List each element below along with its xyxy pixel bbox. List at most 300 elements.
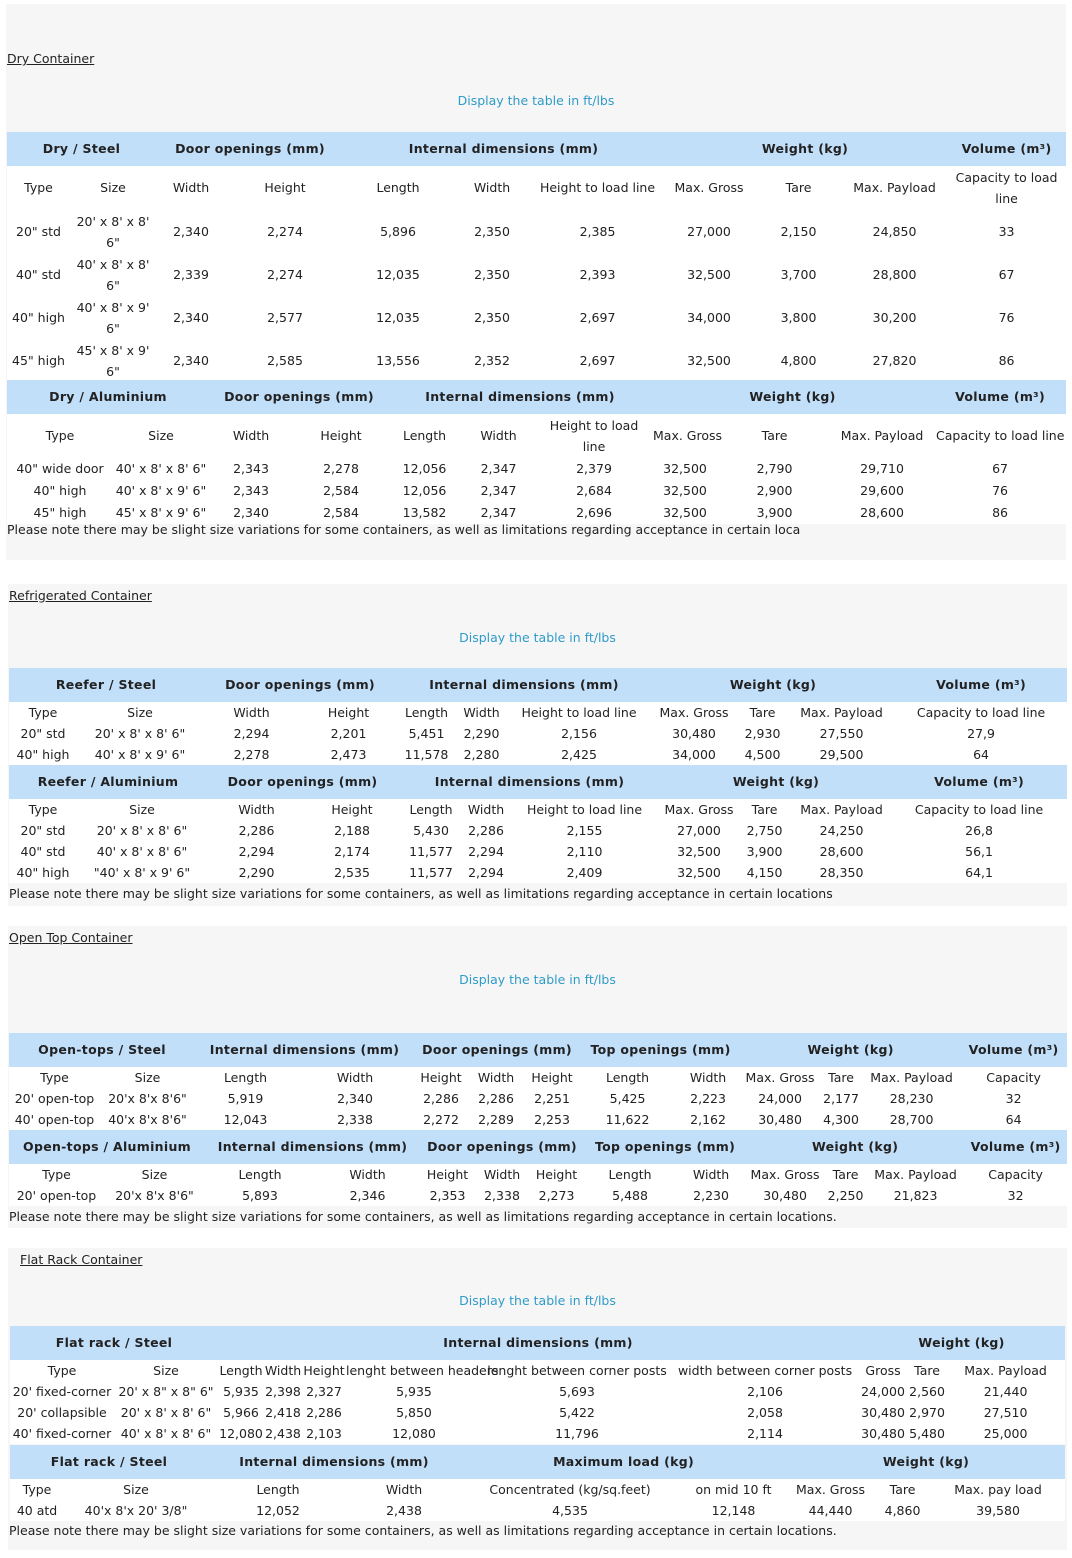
table-cell: 32 — [1005, 1090, 1022, 1106]
reefer-aluminium-table — [9, 765, 1067, 883]
table-cell: 2,352 — [474, 352, 510, 368]
table-cell: 29,600 — [860, 483, 904, 498]
header-cell: Volume (m³) — [934, 380, 1066, 414]
ft-lbs-link[interactable]: Display the table in ft/lbs — [459, 1293, 616, 1308]
table-row — [7, 502, 1066, 524]
column-label: Width — [477, 1069, 515, 1085]
table-cell: 2,347 — [480, 483, 517, 498]
table-cell: 32,500 — [677, 843, 721, 859]
column-label: Length — [605, 1069, 650, 1085]
table-cell: 30,200 — [872, 309, 917, 325]
column-label: Height — [264, 180, 306, 195]
table-cell: 11,622 — [605, 1111, 650, 1127]
table-cell: 2,438 — [265, 1425, 301, 1441]
table-cell: 2,272 — [423, 1111, 459, 1127]
table-row — [10, 1500, 1065, 1521]
header-cell: Volume (m³) — [947, 132, 1066, 166]
column-label: Height to load line — [526, 801, 643, 817]
header-cell: Door openings (mm) — [203, 668, 397, 702]
table-cell: 32,500 — [687, 352, 731, 368]
table-header-row — [10, 1326, 1065, 1360]
table-cell: 64,1 — [965, 864, 993, 880]
table-cell: 2,790 — [756, 461, 793, 476]
table-cell: 40' x 8' x 8' 6" — [96, 843, 188, 859]
header-cell: Flat rack / Steel — [10, 1445, 208, 1479]
column-label: Height to load line — [549, 418, 639, 454]
column-label: Height — [426, 1166, 469, 1182]
column-label: Type — [47, 1362, 77, 1378]
table-cell: 40'x 8'x 8'6" — [108, 1111, 187, 1127]
table-cell: 2,577 — [267, 309, 303, 325]
table-cell: 21,823 — [893, 1187, 938, 1203]
column-label: Capacity to load line — [936, 428, 1065, 443]
table-cell: 4,535 — [552, 1502, 588, 1518]
table-cell: 45" high — [12, 352, 65, 368]
column-label: Type — [40, 1069, 69, 1085]
column-label: Size — [134, 1069, 161, 1085]
table-cell: 86 — [998, 352, 1015, 368]
table-cell: 2,398 — [265, 1383, 301, 1399]
header-cell: Weight (kg) — [651, 380, 934, 414]
table-header-row — [9, 1130, 1067, 1164]
table-cell: 86 — [992, 505, 1008, 520]
column-label: Max. Payload — [800, 801, 883, 817]
table-cell: 2,294 — [468, 843, 504, 859]
table-cell: 2,418 — [265, 1404, 301, 1420]
table-cell: 20' fixed-corner — [12, 1383, 112, 1399]
table-cell: 2,188 — [334, 822, 370, 838]
table-cell: 28,230 — [889, 1090, 934, 1106]
column-label: Size — [148, 428, 174, 443]
table-cell: 5,896 — [380, 223, 416, 239]
table-cell: 40' x 8' x 9' 6" — [94, 746, 186, 762]
table-row — [9, 723, 1067, 744]
header-cell: Door openings (mm) — [420, 1130, 584, 1164]
table-cell: 2,473 — [330, 746, 367, 762]
table-cell: 5,893 — [242, 1187, 278, 1203]
header-cell: Reefer / Aluminium — [9, 765, 207, 799]
column-label: Width — [480, 428, 517, 443]
table-cell: 2,290 — [463, 725, 500, 741]
table-cell: 2,340 — [233, 505, 269, 520]
dry-aluminium-table — [7, 380, 1066, 524]
column-label: Tare — [761, 428, 788, 443]
column-label: Max. Gross — [796, 1481, 866, 1497]
table-cell: 2,930 — [744, 725, 781, 741]
column-label: Height — [331, 801, 373, 817]
reefer-steel-table — [9, 668, 1067, 765]
table-cell: 34,000 — [672, 746, 716, 762]
table-cell: 11,578 — [404, 746, 449, 762]
table-cell: 40' x 8' x 8' 6" — [76, 256, 150, 293]
table-cell: 5,966 — [223, 1404, 259, 1420]
table-cell: 5,430 — [413, 822, 449, 838]
table-cell: 12,148 — [711, 1502, 756, 1518]
column-label: Size — [141, 1166, 168, 1182]
table-row — [7, 210, 1066, 253]
table-cell: 2,560 — [909, 1383, 945, 1399]
column-label: Tare — [832, 1166, 859, 1182]
table-cell: 32,500 — [663, 461, 707, 476]
table-cell: 20' x 8' x 8' 6" — [96, 822, 188, 838]
table-cell: 4,500 — [744, 746, 781, 762]
table-cell: 2,230 — [693, 1187, 729, 1203]
column-label: Max. pay load — [954, 1481, 1042, 1497]
column-label: Width — [385, 1481, 423, 1497]
table-cell: 27,820 — [872, 352, 917, 368]
table-cell: 40" high — [12, 309, 65, 325]
table-cell: 2,338 — [337, 1111, 373, 1127]
table-cell: 3,700 — [780, 266, 817, 282]
column-label: Tare — [889, 1481, 916, 1497]
column-label: Size — [129, 801, 155, 817]
table-cell: 2,338 — [484, 1187, 520, 1203]
table-cell: 27,510 — [983, 1404, 1028, 1420]
ft-lbs-link[interactable]: Display the table in ft/lbs — [459, 972, 616, 987]
column-label: Capacity to load line — [955, 170, 1058, 206]
table-cell: 24,000 — [758, 1090, 802, 1106]
table-cell: 2,340 — [173, 223, 209, 239]
table-cell: 4,300 — [823, 1111, 859, 1127]
column-label: Width — [473, 180, 511, 195]
table-cell: 40' x 8' x 8' 6" — [120, 1425, 212, 1441]
column-label: Size — [123, 1481, 149, 1497]
table-cell: 30,480 — [861, 1425, 905, 1441]
table-row — [9, 820, 1067, 841]
table-cell: 40' open-top — [14, 1111, 95, 1127]
table-cell: 40" std — [16, 266, 61, 282]
table-cell: 25,000 — [983, 1425, 1028, 1441]
table-cell: 20' x 8' x 8' 6" — [76, 213, 150, 250]
column-label: Height — [535, 1166, 578, 1182]
column-label: Height — [303, 1362, 345, 1378]
table-cell: 12,056 — [402, 483, 447, 498]
header-cell: Weight (kg) — [651, 668, 895, 702]
table-cell: 2,274 — [267, 266, 303, 282]
column-label: Gross — [865, 1362, 901, 1378]
table-cell: 20" std — [20, 822, 66, 838]
column-label: Length — [409, 801, 453, 817]
table-cell: 2,280 — [463, 746, 500, 762]
table-cell: 2,286 — [423, 1090, 459, 1106]
table-cell: 2,385 — [579, 223, 616, 239]
table-cell: 20' x 8' x 8' 6" — [94, 725, 186, 741]
table-cell: 2,697 — [579, 309, 616, 325]
column-label: Max. Gross — [750, 1166, 820, 1182]
table-cell: 5,935 — [396, 1383, 432, 1399]
table-cell: 2,294 — [468, 864, 504, 880]
column-label: on mid 10 ft — [695, 1481, 772, 1497]
column-label: Max. Gross — [674, 180, 744, 195]
table-row — [10, 1381, 1065, 1402]
table-header-row — [9, 765, 1067, 799]
table-cell: 32,500 — [677, 864, 721, 880]
reefer-container-section — [8, 584, 1067, 906]
header-cell: Weight (kg) — [663, 132, 947, 166]
table-cell: 4,860 — [884, 1502, 921, 1518]
table-cell: 2,353 — [429, 1187, 466, 1203]
table-cell: 2,274 — [267, 223, 303, 239]
header-cell: Weight (kg) — [787, 1445, 1065, 1479]
column-label: Concentrated (kg/sq.feet) — [489, 1481, 651, 1497]
table-cell: 33 — [998, 223, 1015, 239]
table-cell: 30,480 — [763, 1187, 807, 1203]
table-cell: 40" wide door — [16, 461, 104, 476]
table-cell: 40" high — [16, 746, 70, 762]
section-title[interactable]: Refrigerated Container — [9, 588, 152, 603]
table-row — [7, 296, 1066, 339]
table-cell: 2,286 — [238, 822, 275, 838]
column-label: Type — [22, 1481, 52, 1497]
table-row — [9, 862, 1067, 883]
header-cell: Internal dimensions (mm) — [208, 1445, 460, 1479]
table-cell: 20' x 8' x 8' 6" — [120, 1404, 212, 1420]
flat-rack-steel-load-table — [10, 1445, 1065, 1521]
column-label: Type — [28, 801, 58, 817]
header-cell: Weight (kg) — [746, 1130, 964, 1164]
column-label: Height — [320, 428, 362, 443]
table-cell: 56,1 — [965, 843, 993, 859]
table-cell: 2,393 — [579, 266, 616, 282]
table-row — [9, 1109, 1067, 1130]
table-cell: 12,080 — [392, 1425, 436, 1441]
column-label: Width — [232, 428, 270, 443]
column-label: Size — [100, 180, 126, 195]
ft-lbs-link[interactable]: Display the table in ft/lbs — [459, 630, 616, 645]
column-label: Tare — [751, 801, 778, 817]
table-cell: 2,350 — [474, 309, 510, 325]
open-top-container-section — [8, 926, 1067, 1228]
header-cell: Dry / Steel — [7, 132, 156, 166]
table-cell: 2,684 — [576, 483, 612, 498]
column-label: Width — [483, 1166, 521, 1182]
table-cell: 21,440 — [983, 1383, 1028, 1399]
table-cell: 2,347 — [480, 505, 517, 520]
table-cell: 64 — [1005, 1111, 1022, 1127]
table-header-row — [9, 1033, 1067, 1067]
dry-container-section — [6, 4, 1066, 560]
table-cell: 26,8 — [965, 822, 993, 838]
table-cell: 2,251 — [534, 1090, 570, 1106]
table-cell: 45' x 8' x 9' 6" — [76, 342, 150, 379]
column-label: Tare — [828, 1069, 854, 1085]
table-cell: 30,480 — [861, 1404, 905, 1420]
column-label: Width — [264, 1362, 302, 1378]
column-label: lenght between headers — [346, 1362, 499, 1378]
header-cell: Door openings (mm) — [156, 132, 344, 166]
column-label: Height — [327, 704, 370, 720]
column-label: Length — [608, 1166, 652, 1182]
table-cell: 2,343 — [233, 483, 269, 498]
column-label: Tare — [749, 704, 776, 720]
table-cell: 29,710 — [860, 461, 904, 476]
table-cell: 27,550 — [819, 725, 864, 741]
table-cell: 2,253 — [534, 1111, 570, 1127]
ft-lbs-link[interactable]: Display the table in ft/lbs — [457, 93, 615, 108]
table-cell: 40' x 8' x 9' 6" — [76, 299, 150, 336]
table-cell: 32,500 — [663, 505, 707, 520]
table-cell: 3,800 — [780, 309, 817, 325]
table-cell: 2,155 — [566, 822, 603, 838]
column-label: Type — [28, 704, 58, 720]
column-label-row — [7, 414, 1066, 458]
table-cell: 28,600 — [860, 505, 904, 520]
table-cell: 2,177 — [823, 1090, 859, 1106]
table-cell: 5,693 — [559, 1383, 595, 1399]
column-label-row — [10, 1360, 1065, 1381]
table-cell: 2,339 — [173, 266, 209, 282]
table-cell: 2,970 — [909, 1404, 945, 1420]
table-cell: 76 — [992, 483, 1008, 498]
header-cell: Weight (kg) — [858, 1326, 1065, 1360]
column-label: Max. Gross — [664, 801, 734, 817]
column-label: Type — [45, 428, 75, 443]
header-cell: Top openings (mm) — [580, 1033, 741, 1067]
table-cell: 24,000 — [861, 1383, 905, 1399]
column-label-row — [9, 1164, 1067, 1185]
table-cell: 28,600 — [819, 843, 864, 859]
open-top-aluminium-table — [9, 1130, 1067, 1206]
table-cell: 27,000 — [677, 822, 721, 838]
column-label: Capacity to load line — [914, 801, 1044, 817]
table-row — [7, 339, 1066, 382]
table-cell: 20" std — [16, 223, 61, 239]
table-cell: 20'x 8'x 8'6" — [108, 1090, 187, 1106]
header-cell: Reefer / Steel — [9, 668, 203, 702]
column-label: Max. Payload — [870, 1069, 953, 1085]
table-cell: 27,000 — [687, 223, 731, 239]
header-cell: Door openings (mm) — [209, 380, 389, 414]
table-cell: 2,350 — [474, 266, 510, 282]
table-cell: 32,500 — [687, 266, 731, 282]
table-cell: 2,278 — [323, 461, 359, 476]
table-cell: 12,035 — [376, 309, 420, 325]
header-cell: Volume (m³) — [895, 668, 1067, 702]
table-cell: 28,350 — [819, 864, 864, 880]
header-cell: Door openings (mm) — [414, 1033, 580, 1067]
table-cell: 2,156 — [561, 725, 597, 741]
table-cell: 20' collapsible — [17, 1404, 107, 1420]
table-cell: 2,294 — [238, 843, 275, 859]
table-cell: 2,584 — [323, 505, 359, 520]
table-cell: 45" high — [33, 505, 87, 520]
table-row — [10, 1423, 1065, 1444]
column-label: Width — [336, 1069, 374, 1085]
table-cell: 5,919 — [227, 1090, 264, 1106]
table-cell: 30,480 — [758, 1111, 802, 1127]
column-label: Max. Payload — [964, 1362, 1047, 1378]
table-row — [9, 1088, 1067, 1109]
table-cell: 3,900 — [756, 505, 793, 520]
table-cell: 76 — [998, 309, 1015, 325]
header-cell: Internal dimensions (mm) — [398, 765, 661, 799]
column-label: Width — [233, 704, 270, 720]
table-cell: 2,750 — [746, 822, 783, 838]
column-label: Size — [153, 1362, 179, 1378]
table-cell: 24,850 — [872, 223, 917, 239]
header-cell: Open-tops / Aluminium — [9, 1130, 205, 1164]
table-row — [7, 480, 1066, 502]
open-top-steel-table — [9, 1033, 1067, 1130]
column-label: Width — [689, 1069, 727, 1085]
table-row — [9, 841, 1067, 862]
header-cell: Internal dimensions (mm) — [195, 1033, 414, 1067]
column-label: Length — [404, 704, 449, 720]
table-header-row — [9, 668, 1067, 702]
table-cell: 45' x 8' x 9' 6" — [115, 505, 207, 520]
table-cell: 28,800 — [872, 266, 917, 282]
table-cell: 2,114 — [747, 1425, 783, 1441]
column-label: Length — [256, 1481, 300, 1497]
table-cell: 5,480 — [909, 1425, 945, 1441]
table-header-row — [7, 132, 1066, 166]
header-cell: Maximum load (kg) — [460, 1445, 787, 1479]
section-title[interactable]: Flat Rack Container — [20, 1252, 143, 1267]
table-cell: 44,440 — [808, 1502, 853, 1518]
table-cell: 28,700 — [889, 1111, 934, 1127]
table-cell: 40' fixed-corner — [12, 1425, 112, 1441]
table-cell: 29,500 — [819, 746, 864, 762]
column-label: Type — [42, 1166, 71, 1182]
section-title[interactable]: Open Top Container — [9, 930, 133, 945]
column-label: Length — [376, 180, 420, 195]
table-cell: 5,935 — [223, 1383, 259, 1399]
table-cell: 2,409 — [566, 864, 603, 880]
header-cell: Internal dimensions (mm) — [389, 380, 651, 414]
table-cell: 11,577 — [409, 864, 453, 880]
table-row — [7, 253, 1066, 296]
table-cell: 40" high — [33, 483, 87, 498]
header-cell: Door openings (mm) — [207, 765, 398, 799]
table-cell: 40" high — [16, 864, 70, 880]
table-cell: 39,580 — [976, 1502, 1020, 1518]
flat-rack-steel-table — [10, 1326, 1065, 1444]
table-cell: 2,696 — [576, 505, 612, 520]
table-cell: 40'x 8'x 20' 3/8" — [84, 1502, 188, 1518]
table-row — [9, 744, 1067, 765]
table-cell: 11,577 — [409, 843, 453, 859]
header-cell: Top openings (mm) — [584, 1130, 746, 1164]
table-cell: 2,174 — [334, 843, 370, 859]
column-label: Capacity to load line — [916, 704, 1046, 720]
table-cell: 2,290 — [238, 864, 275, 880]
table-cell: 4,150 — [746, 864, 783, 880]
column-label: width between corner posts — [677, 1362, 853, 1378]
header-cell: Volume (m³) — [960, 1033, 1067, 1067]
table-cell: 30,480 — [672, 725, 716, 741]
table-cell: 2,584 — [323, 483, 359, 498]
table-cell: 13,556 — [376, 352, 420, 368]
table-row — [10, 1402, 1065, 1423]
table-cell: 12,043 — [223, 1111, 268, 1127]
column-label: Height to load line — [521, 704, 637, 720]
table-row — [9, 1185, 1067, 1206]
section-title[interactable]: Dry Container — [7, 51, 95, 66]
column-label: Width — [349, 1166, 386, 1182]
column-label: Width — [692, 1166, 730, 1182]
size-variation-note: Please note there may be slight size variations for some containers, as well as limitations regarding acceptance in certain locations. — [9, 1209, 837, 1224]
column-label: Width — [463, 704, 500, 720]
table-cell: 2,110 — [566, 843, 603, 859]
table-cell: 27,9 — [967, 725, 995, 741]
table-cell: 2,162 — [690, 1111, 726, 1127]
table-cell: 2,223 — [690, 1090, 726, 1106]
column-label-row — [9, 1067, 1067, 1088]
header-cell: Flat rack / Steel — [10, 1326, 218, 1360]
dry-steel-table — [7, 132, 1066, 382]
column-label: Capacity — [988, 1166, 1043, 1182]
table-row — [7, 458, 1066, 480]
